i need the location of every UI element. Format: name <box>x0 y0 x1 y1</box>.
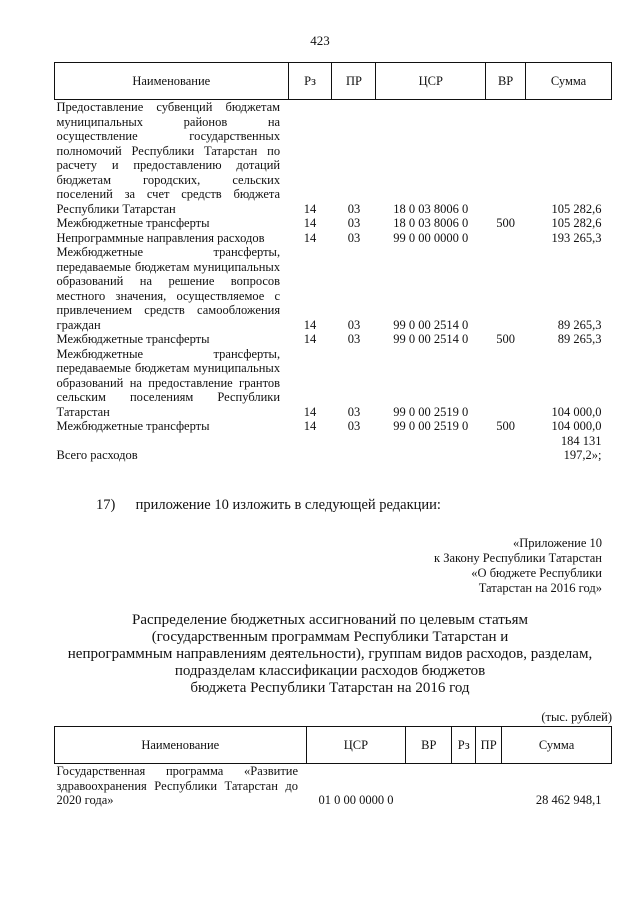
row-name: Межбюджетные трансферты <box>56 332 210 346</box>
table2-header-name: Наименование <box>55 727 307 764</box>
row-sum: 89 265,3 <box>557 332 602 346</box>
row-name: Непрограммные направления расходов <box>56 230 265 245</box>
row-name: Предоставление субвенций бюджетам муниципальных районов на осуществление государственных полномочий Республики Татарстан по расчету и предоставлению дотаций бюджетам городских, сельских поселений за счет средств бюджета Республики Татарстан <box>56 100 281 216</box>
row-csr: 18 0 03 8006 0 <box>393 201 469 216</box>
row-csr <box>376 434 486 463</box>
title-line: (государственным программам Республики Татарстан и <box>151 629 509 645</box>
appendix-note-line: «Приложение 10 <box>513 536 602 550</box>
row-name: Всего расходов <box>56 448 138 462</box>
row-rz <box>288 434 332 463</box>
table2-body <box>55 764 612 808</box>
table1-header-row <box>55 63 612 100</box>
table1-header-sum: Сумма <box>526 63 612 100</box>
document-title <box>40 612 620 697</box>
row-vr <box>486 231 526 246</box>
row-pr: 03 <box>347 216 361 230</box>
table-row <box>55 347 612 420</box>
table-row <box>55 419 612 434</box>
row-sum: 184 131 197,2»; <box>560 433 602 462</box>
row-csr: 99 0 00 0000 0 <box>393 230 469 245</box>
appendix-note-line: Татарстан на 2016 год» <box>478 581 602 595</box>
unit-label: (тыс. рублей) <box>541 710 612 724</box>
table2-header-csr: ЦСР <box>306 727 406 764</box>
row-sum: 28 462 948,1 <box>535 793 602 807</box>
table1-header-vr: ВР <box>486 63 526 100</box>
table1-header-name: Наименование <box>55 63 289 100</box>
row-rz: 14 <box>303 332 317 346</box>
row-rz <box>452 764 476 808</box>
row-csr: 99 0 00 2514 0 <box>393 332 469 346</box>
row-rz: 14 <box>303 201 317 216</box>
table-row <box>55 764 612 808</box>
table-row <box>55 216 612 231</box>
row-rz: 14 <box>303 216 317 230</box>
row-sum: 105 282,6 <box>551 201 602 216</box>
table1-header-pr: ПР <box>332 63 376 100</box>
item-17-number: 17) <box>96 497 116 513</box>
row-name: Межбюджетные трансферты, передаваемые бюджетам муниципальных образований на решение вопросов местного значения, осуществляемое с привлечением средств самообложения граждан <box>56 245 281 332</box>
row-pr: 03 <box>347 201 361 216</box>
appendix-note-line: «О бюджете Республики <box>471 566 602 580</box>
table2-header-vr: ВР <box>406 727 452 764</box>
row-pr: 03 <box>347 230 361 245</box>
item-17 <box>96 497 441 514</box>
row-vr <box>486 245 526 332</box>
row-vr <box>486 347 526 420</box>
row-sum: 104 000,0 <box>551 419 602 433</box>
row-name: Межбюджетные трансферты <box>56 216 210 230</box>
title-line: Распределение бюджетных ассигнований по целевым статьям <box>132 612 528 628</box>
table2-header-sum: Сумма <box>502 727 612 764</box>
row-vr: 500 <box>496 419 515 433</box>
row-csr: 99 0 00 2519 0 <box>393 404 469 419</box>
row-rz: 14 <box>303 419 317 433</box>
table1-header-rz: Рз <box>288 63 332 100</box>
row-pr <box>476 764 502 808</box>
title-line: бюджета Республики Татарстан на 2016 год <box>190 680 470 696</box>
row-name: Межбюджетные трансферты <box>56 419 210 433</box>
row-csr: 99 0 00 2519 0 <box>393 419 469 433</box>
appendix-note-line: к Закону Республики Татарстан <box>434 551 602 565</box>
row-vr <box>486 434 526 463</box>
row-pr: 03 <box>347 332 361 346</box>
item-17-text: приложение 10 изложить в следующей редакции: <box>135 497 441 513</box>
row-rz: 14 <box>303 404 317 419</box>
table2-header-rz: Рз <box>452 727 476 764</box>
row-name: Межбюджетные трансферты, передаваемые бюджетам муниципальных образований на предоставление грантов сельским поселениям Республики Татарстан <box>56 346 281 419</box>
row-sum: 105 282,6 <box>551 216 602 230</box>
row-sum: 104 000,0 <box>551 404 602 419</box>
title-line: подразделам классификации расходов бюджетов <box>174 663 486 679</box>
row-name: Государственная программа «Развитие здравоохранения Республики Татарстан до 2020 года» <box>56 764 299 807</box>
row-vr: 500 <box>496 332 515 346</box>
row-vr <box>406 764 452 808</box>
row-pr <box>332 434 376 463</box>
row-csr: 99 0 00 2514 0 <box>393 317 469 332</box>
table1-body <box>55 100 612 463</box>
row-csr: 01 0 00 0000 0 <box>318 793 394 807</box>
expenditure-table-2 <box>54 726 612 808</box>
appendix-note <box>434 536 602 596</box>
table2-header-pr: ПР <box>476 727 502 764</box>
row-sum: 193 265,3 <box>551 230 602 245</box>
table-row <box>55 100 612 217</box>
table1-header-csr: ЦСР <box>376 63 486 100</box>
expenditure-table-1 <box>54 62 612 463</box>
page-number: 423 <box>310 33 330 48</box>
title-line: непрограммным направлениям деятельности), группам видов расходов, разделам, <box>67 646 593 662</box>
row-pr: 03 <box>347 419 361 433</box>
row-pr: 03 <box>347 404 361 419</box>
table-row <box>55 434 612 463</box>
row-rz: 14 <box>303 230 317 245</box>
table-row <box>55 231 612 246</box>
row-pr: 03 <box>347 317 361 332</box>
row-vr: 500 <box>496 216 515 230</box>
row-sum: 89 265,3 <box>557 317 602 332</box>
row-csr: 18 0 03 8006 0 <box>393 216 469 230</box>
row-rz: 14 <box>303 317 317 332</box>
table-row <box>55 245 612 332</box>
table2-header-row <box>55 727 612 764</box>
table-row <box>55 332 612 347</box>
row-vr <box>486 100 526 217</box>
